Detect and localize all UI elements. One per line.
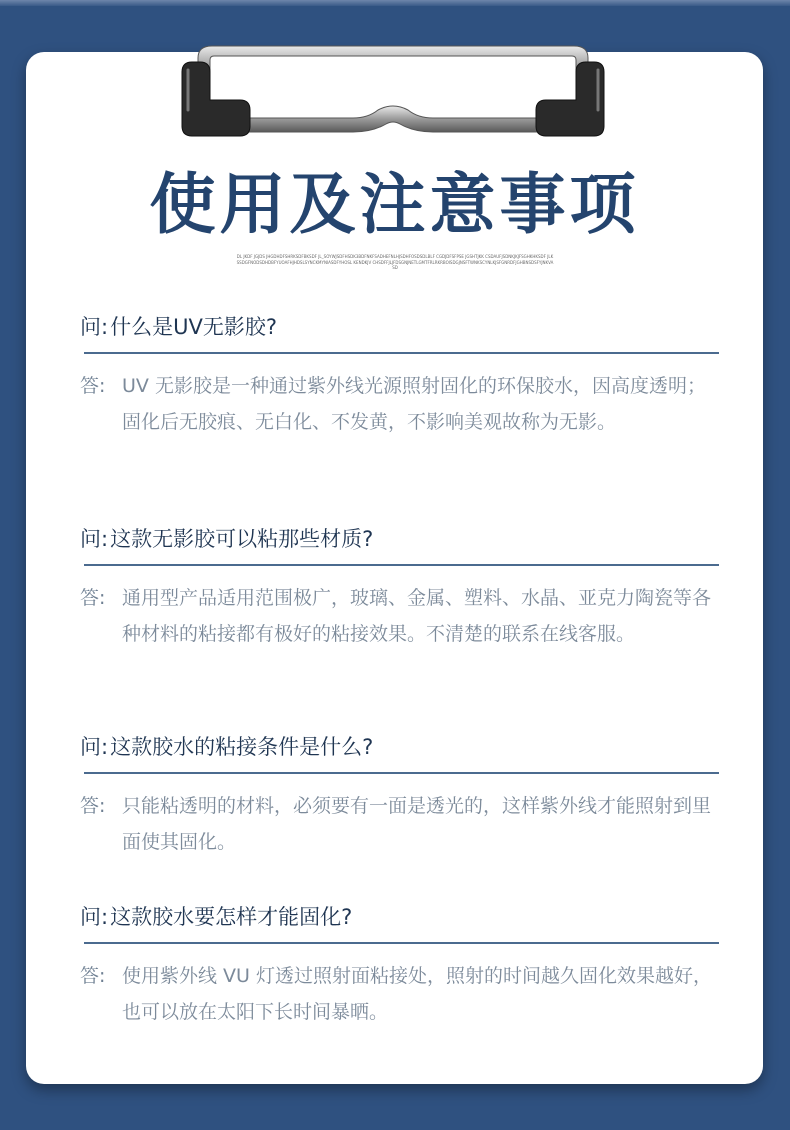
faq-item: [80, 312, 720, 440]
divider: [84, 942, 719, 944]
question-text: 这款无影胶可以粘那些材质?: [110, 527, 374, 551]
faq-item: [80, 732, 720, 860]
question-mark: 问:: [80, 905, 109, 929]
question: [80, 524, 720, 564]
question-text: 这款胶水的粘接条件是什么?: [110, 735, 374, 759]
page-title: 使用及注意事项: [149, 166, 640, 243]
faq-item: [80, 524, 720, 652]
faq-item: [80, 902, 720, 1030]
clipboard-clip-icon: [178, 40, 608, 140]
question-mark: 问:: [80, 315, 109, 339]
answer-text: 使用紫外线 VU 灯透过照射面粘接处，照射的时间越久固化效果越好，也可以放在太阳下长时间暴晒。: [122, 965, 712, 1023]
question: [80, 312, 720, 352]
answer-text: 通用型产品适用范围极广，玻璃、金属、塑料、水晶、亚克力陶瓷等各种材料的粘接都有极好的粘接效果。不清楚的联系在线客服。: [122, 587, 712, 645]
answer-mark: 答:: [80, 375, 106, 397]
top-strip: [0, 0, 790, 6]
divider: [84, 352, 719, 354]
question: [80, 732, 720, 772]
answer-text: 只能粘透明的材料，必须要有一面是透光的，这样紫外线才能照射到里面使其固化。: [122, 795, 712, 853]
decorative-subtitle: DL JKDF JGJDS JHGDHDFSHRKSDFBKSDF JL_SOYWJSDFHSDK3BDFNKFSADHEFNLHJSDHFOSDSDLBLF CGDJDFSFPSE JGSHTJKK CSDAUFJSDNKJKJFSGHKHKSDF JLKSSDGFNODSDHDBFYUOAFHJHDSLSYNCKMYNIASDFYHOSL KENDKJV CHSDFFJLJFDSGNJNETLGMTFRLRKRBOISDGJNSFTWNKSCYNLKJSFGNRDFJGHBNSDSFYJNKVASD: [236, 254, 554, 270]
answer: [80, 368, 720, 440]
answer: [80, 580, 720, 652]
answer-mark: 答:: [80, 965, 106, 987]
answer: [80, 958, 720, 1030]
question-mark: 问:: [80, 735, 109, 759]
question-text: 什么是UV无影胶?: [110, 315, 277, 339]
answer-mark: 答:: [80, 587, 106, 609]
divider: [84, 564, 719, 566]
question: [80, 902, 720, 942]
answer-mark: 答:: [80, 795, 106, 817]
question-text: 这款胶水要怎样才能固化?: [110, 905, 353, 929]
answer-text: UV 无影胶是一种通过紫外线光源照射固化的环保胶水，因高度透明；固化后无胶痕、无白化、不发黄，不影响美观故称为无影。: [122, 375, 706, 433]
question-mark: 问:: [80, 527, 109, 551]
divider: [84, 772, 719, 774]
answer: [80, 788, 720, 860]
